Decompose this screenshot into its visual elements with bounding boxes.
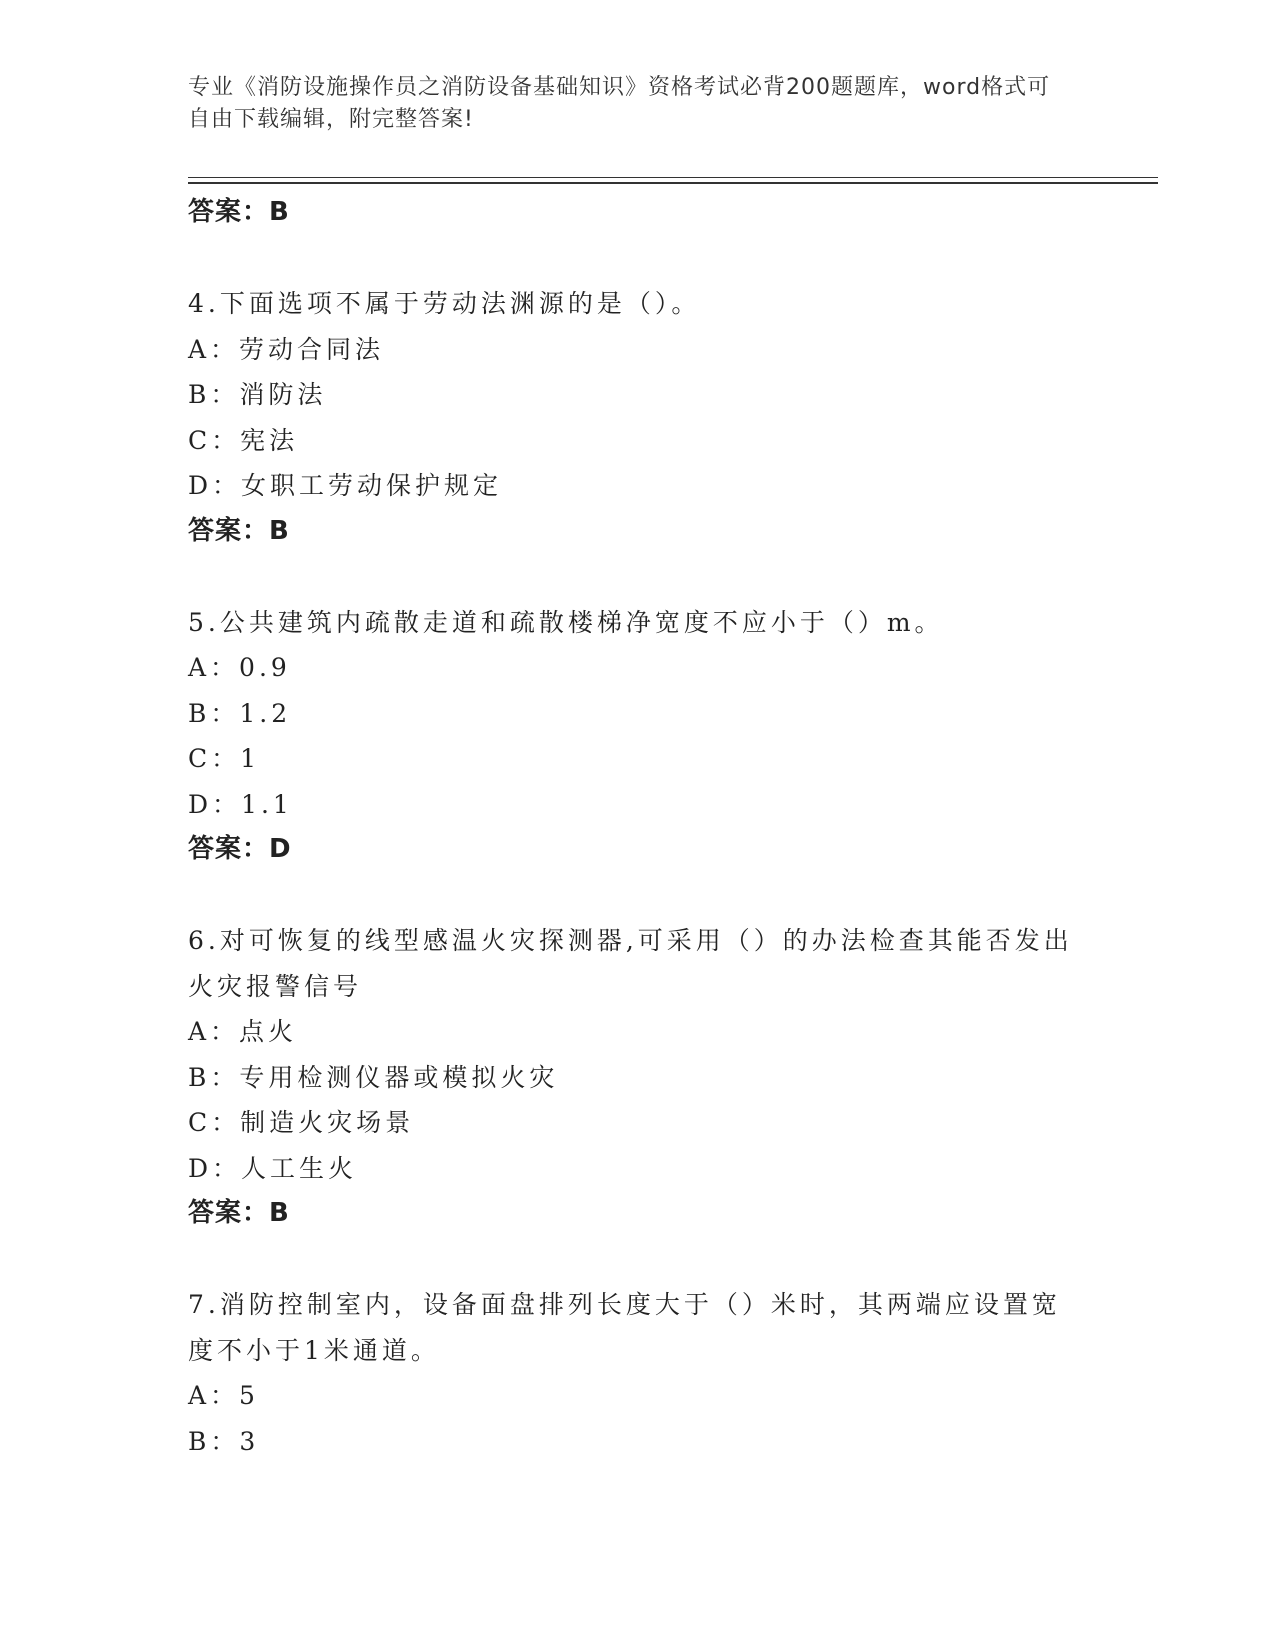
question-text: 5.公共建筑内疏散走道和疏散楼梯净宽度不应小于（）m。 — [188, 607, 944, 637]
option-c: C：制造火灾场景 — [188, 1108, 415, 1137]
option-a: A：0.9 — [188, 653, 291, 682]
spacer — [188, 873, 1088, 919]
question-text: 7.消防控制室内，设备面盘排列长度大于（）米时，其两端应设置宽度不小于1米通道。 — [188, 1290, 1061, 1365]
answer-line: 答案：D — [188, 834, 292, 864]
option-c: C：宪法 — [188, 425, 299, 455]
spacer — [188, 236, 1088, 282]
header-rule-thick — [188, 182, 1158, 184]
question-list — [188, 190, 1088, 1464]
option-b: B：专用检测仪器或模拟火灾 — [188, 1062, 559, 1092]
option-c: C：1 — [188, 744, 261, 773]
option-d: D：1.1 — [188, 789, 293, 819]
answer-line: 答案：B — [188, 197, 290, 227]
spacer — [188, 1237, 1088, 1283]
option-b: B：消防法 — [188, 380, 327, 409]
option-d: D：人工生火 — [188, 1153, 358, 1183]
answer-line: 答案：B — [188, 515, 290, 546]
document-header: 专业《消防设施操作员之消防设备基础知识》资格考试必背200题题库，word格式可自由下载编辑，附完整答案! — [188, 75, 1051, 132]
question-text: 4.下面选项不属于劳动法渊源的是（）。 — [188, 289, 701, 318]
header-rule-thin — [188, 177, 1158, 178]
option-b: B：1.2 — [188, 698, 292, 728]
option-a: A：5 — [188, 1381, 259, 1410]
answer-line: 答案：B — [188, 1198, 290, 1228]
option-a: A：劳动合同法 — [188, 334, 385, 364]
spacer — [188, 554, 1088, 600]
question-text: 6.对可恢复的线型感温火灾探测器,可采用（）的办法检查其能否发出火灾报警信号 — [188, 926, 1073, 1001]
option-d: D：女职工劳动保护规定 — [188, 471, 503, 500]
option-a: A：点火 — [188, 1017, 298, 1046]
option-b: B：3 — [188, 1426, 260, 1456]
